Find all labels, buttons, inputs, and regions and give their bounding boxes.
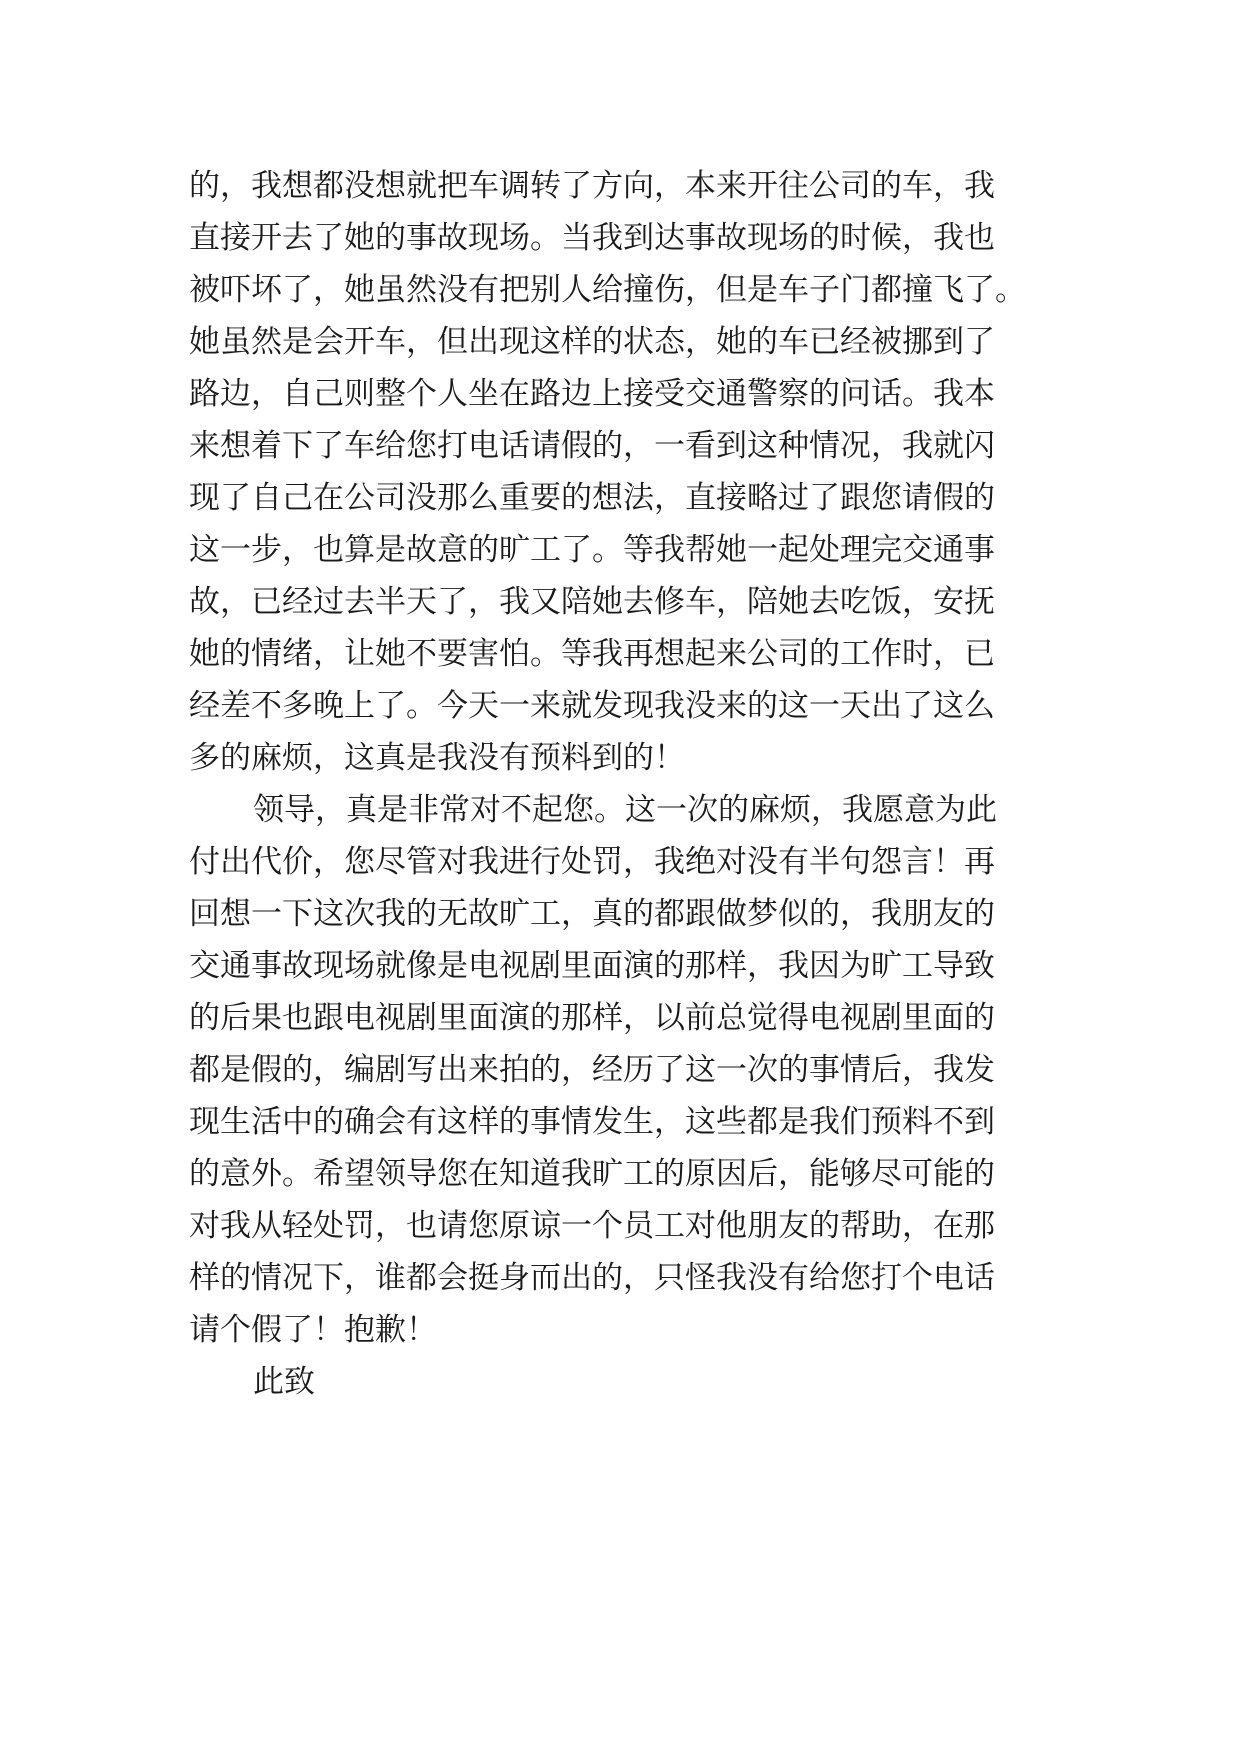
text-line: 经差不多晚上了。今天一来就发现我没来的这一天出了这么 (189, 688, 995, 724)
text-line: 领导，真是非常对不起您。这一次的麻烦，我愿意为此 (253, 792, 997, 828)
text-line: 被吓坏了，她虽然没有把别人给撞伤，但是车子门都撞飞了。 (189, 272, 1026, 308)
text-line: 这一步，也算是故意的旷工了。等我帮她一起处理完交通事 (189, 532, 995, 568)
text-line: 对我从轻处罚，也请您原谅一个员工对他朋友的帮助，在那 (189, 1208, 995, 1244)
text-line: 付出代价，您尽管对我进行处罚，我绝对没有半句怨言！再 (189, 844, 995, 880)
text-line: 她虽然是会开车，但出现这样的状态，她的车已经被挪到了 (189, 324, 995, 360)
text-line: 的后果也跟电视剧里面演的那样，以前总觉得电视剧里面的 (189, 1000, 995, 1036)
text-line: 多的麻烦，这真是我没有预料到的！ (189, 740, 685, 776)
text-line: 样的情况下，谁都会挺身而出的，只怪我没有给您打个电话 (189, 1260, 995, 1296)
text-line: 现了自己在公司没那么重要的想法，直接略过了跟您请假的 (189, 480, 995, 516)
paragraph-1 (189, 160, 1059, 784)
text-line: 交通事故现场就像是电视剧里面演的那样，我因为旷工导致 (189, 948, 995, 984)
text-line: 请个假了！抱歉！ (189, 1312, 437, 1348)
text-line: 直接开去了她的事故现场。当我到达事故现场的时候，我也 (189, 220, 995, 256)
closing-section (189, 1356, 1059, 1408)
text-line: 都是假的，编剧写出来拍的，经历了这一次的事情后，我发 (189, 1052, 995, 1088)
text-line: 路边，自己则整个人坐在路边上接受交通警察的问话。我本 (189, 376, 995, 412)
closing-salutation: 此致 (253, 1364, 315, 1400)
text-line: 故，已经过去半天了，我又陪她去修车，陪她去吃饭，安抚 (189, 584, 995, 620)
text-line: 回想一下这次我的无故旷工，真的都跟做梦似的，我朋友的 (189, 896, 995, 932)
text-line: 的，我想都没想就把车调转了方向，本来开往公司的车，我 (189, 168, 995, 204)
text-line: 现生活中的确会有这样的事情发生，这些都是我们预料不到 (189, 1104, 995, 1140)
text-line: 来想着下了车给您打电话请假的，一看到这种情况，我就闪 (189, 428, 995, 464)
letter-body (189, 160, 1059, 1408)
paragraph-2 (189, 784, 1059, 1356)
text-line: 的意外。希望领导您在知道我旷工的原因后，能够尽可能的 (189, 1156, 995, 1192)
text-line: 她的情绪，让她不要害怕。等我再想起来公司的工作时，已 (189, 636, 995, 672)
